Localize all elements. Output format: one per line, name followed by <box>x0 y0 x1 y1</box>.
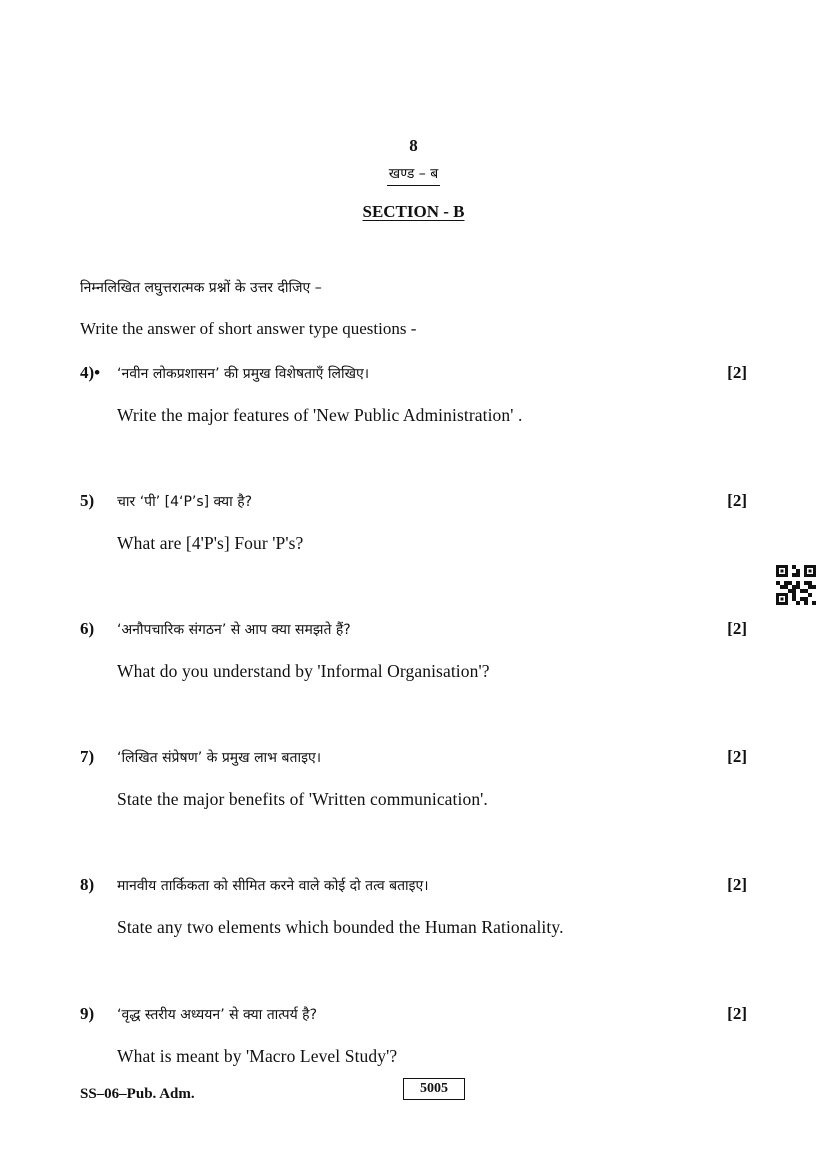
question-text-english: State the major benefits of 'Written communication'. <box>117 789 488 809</box>
question-number: 4)• <box>80 363 101 382</box>
instruction-english: Write the answer of short answer type questions - <box>80 319 417 338</box>
question-8 <box>0 875 827 975</box>
instruction-hindi: निम्नलिखित लघुत्तरात्मक प्रश्नों के उत्तर दीजिए – <box>80 280 322 296</box>
question-marks: [2] <box>727 363 747 382</box>
question-4 <box>0 363 827 463</box>
qr-code <box>776 565 816 605</box>
question-5 <box>0 491 827 591</box>
question-text-english: State any two elements which bounded the Human Rationality. <box>117 917 564 937</box>
question-marks: [2] <box>727 491 747 510</box>
question-text-hindi: मानवीय तार्किकता को सीमित करने वाले कोई दो तत्व बताइए। <box>117 878 429 894</box>
question-marks: [2] <box>727 875 747 894</box>
question-marks: [2] <box>727 619 747 638</box>
section-heading-hindi-text: खण्ड – ब <box>387 166 441 186</box>
page-number: 8 <box>409 136 418 155</box>
question-text-english: What are [4'P's] Four 'P's? <box>117 533 304 553</box>
question-text-hindi: ‘अनौपचारिक संगठन’ से आप क्या समझते हैं? <box>117 622 351 638</box>
question-text-english: What is meant by 'Macro Level Study'? <box>117 1046 398 1066</box>
question-marks: [2] <box>727 1004 747 1023</box>
question-text-english: What do you understand by 'Informal Organisation'? <box>117 661 490 681</box>
question-6 <box>0 619 827 719</box>
question-7 <box>0 747 827 847</box>
question-text-hindi: ‘लिखित संप्रेषण’ के प्रमुख लाभ बताइए। <box>117 750 321 766</box>
question-text-hindi: ‘वृद्ध स्तरीय अध्ययन’ से क्या तात्पर्य है? <box>117 1007 318 1023</box>
paper-code: SS–06–Pub. Adm. <box>80 1086 195 1102</box>
question-number: 9) <box>80 1004 95 1023</box>
paper-code-box: 5005 <box>403 1078 465 1100</box>
section-heading-english: SECTION - B <box>362 202 465 221</box>
question-number: 7) <box>80 747 95 766</box>
question-text-hindi: चार ‘पी’ [4‘P’s] क्या है? <box>117 494 253 510</box>
question-marks: [2] <box>727 747 747 766</box>
question-text-hindi: ‘नवीन लोकप्रशासन’ की प्रमुख विशेषताएँ लिखिए। <box>117 366 370 382</box>
question-number: 5) <box>80 491 95 510</box>
question-number: 8) <box>80 875 95 894</box>
question-text-english: Write the major features of 'New Public Administration' . <box>117 405 523 425</box>
section-heading-hindi <box>0 164 827 183</box>
question-number: 6) <box>80 619 95 638</box>
